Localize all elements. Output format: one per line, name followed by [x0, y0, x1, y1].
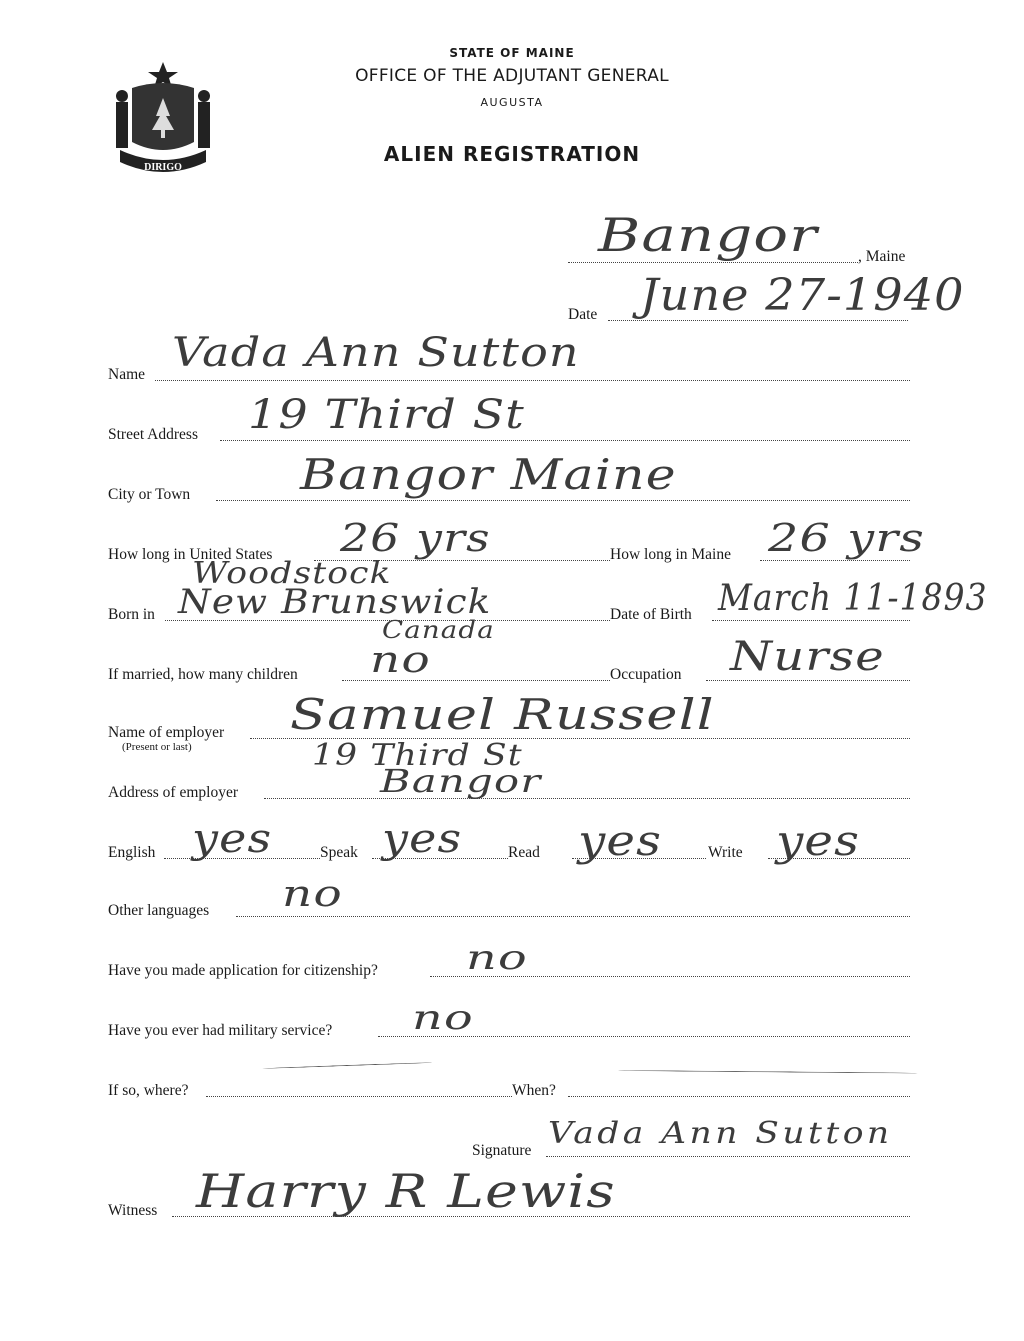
born-in-value-3: Canada	[382, 616, 495, 644]
write-value: yes	[776, 816, 861, 865]
how-long-us-value: 26 yrs	[340, 516, 491, 560]
state-heading: STATE OF MAINE	[449, 46, 575, 60]
children-label: If married, how many children	[108, 666, 298, 683]
date-of-birth-line	[712, 620, 910, 621]
when-dash	[618, 1070, 918, 1074]
if-so-where-line	[206, 1096, 512, 1097]
employer-value: Samuel Russell	[290, 690, 715, 739]
employer-label: Name of employer	[108, 724, 225, 741]
street-line	[220, 440, 910, 441]
date-label: Date	[568, 306, 598, 323]
street-value: 19 Third St	[248, 392, 525, 438]
city-line	[216, 500, 910, 501]
employer-note: (Present or last)	[122, 741, 192, 753]
how-long-us-label: How long in United States	[108, 546, 273, 563]
citizenship-label: Have you made application for citizenship?	[108, 962, 378, 979]
military-value: no	[412, 998, 475, 1038]
signature-line	[546, 1156, 910, 1157]
other-languages-line	[236, 916, 910, 917]
city-heading: AUGUSTA	[480, 96, 544, 109]
employer-address-value-1: 19 Third St	[312, 738, 523, 773]
office-heading: OFFICE OF THE ADJUTANT GENERAL	[355, 66, 669, 86]
name-label: Name	[108, 366, 146, 383]
employer-address-line	[264, 798, 910, 799]
date-of-birth-value: March 11-1893	[718, 578, 988, 619]
city-value: Bangor Maine	[300, 450, 677, 499]
military-label: Have you ever had military service?	[108, 1022, 333, 1039]
employer-address-value-2: Bangor	[380, 762, 542, 800]
name-line	[155, 380, 910, 381]
read-value: yes	[578, 816, 663, 865]
signature-label: Signature	[472, 1142, 532, 1159]
other-languages-label: Other languages	[108, 902, 210, 919]
street-label: Street Address	[108, 426, 198, 443]
signature-value: Vada Ann Sutton	[548, 1116, 893, 1151]
employer-address-label: Address of employer	[108, 784, 238, 801]
how-long-maine-line	[760, 560, 910, 561]
form-title: ALIEN REGISTRATION	[383, 142, 641, 166]
occupation-label: Occupation	[610, 666, 682, 683]
when-line	[568, 1096, 910, 1097]
citizenship-value: no	[466, 938, 529, 978]
children-value: no	[370, 640, 431, 681]
state-suffix-label: , Maine	[858, 248, 906, 265]
seal-motto: DIRIGO	[144, 162, 182, 173]
city-header-value: Bangor	[598, 208, 818, 262]
city-header-line	[568, 262, 858, 263]
read-label: Read	[508, 844, 540, 861]
when-label: When?	[512, 1082, 556, 1099]
how-long-maine-value: 26 yrs	[768, 516, 925, 560]
english-value: yes	[192, 816, 273, 862]
occupation-value: Nurse	[730, 634, 885, 680]
date-value: June 27-1940	[640, 270, 965, 321]
witness-label: Witness	[108, 1202, 158, 1219]
write-label: Write	[708, 844, 743, 861]
speak-value: yes	[382, 816, 463, 862]
how-long-maine-label: How long in Maine	[610, 546, 731, 563]
other-languages-value: no	[282, 874, 343, 915]
city-label: City or Town	[108, 486, 191, 503]
occupation-line	[706, 680, 910, 681]
born-in-label: Born in	[108, 606, 155, 623]
date-of-birth-label: Date of Birth	[610, 606, 692, 623]
speak-label: Speak	[320, 844, 358, 861]
born-in-value-2: New Brunswick	[178, 582, 492, 622]
born-in-value-1: Woodstock	[192, 556, 392, 591]
english-label: English	[108, 844, 156, 861]
witness-value: Harry R Lewis	[196, 1164, 616, 1218]
if-so-where-label: If so, where?	[108, 1082, 189, 1099]
name-value: Vada Ann Sutton	[172, 330, 580, 376]
where-dash	[262, 1062, 432, 1069]
